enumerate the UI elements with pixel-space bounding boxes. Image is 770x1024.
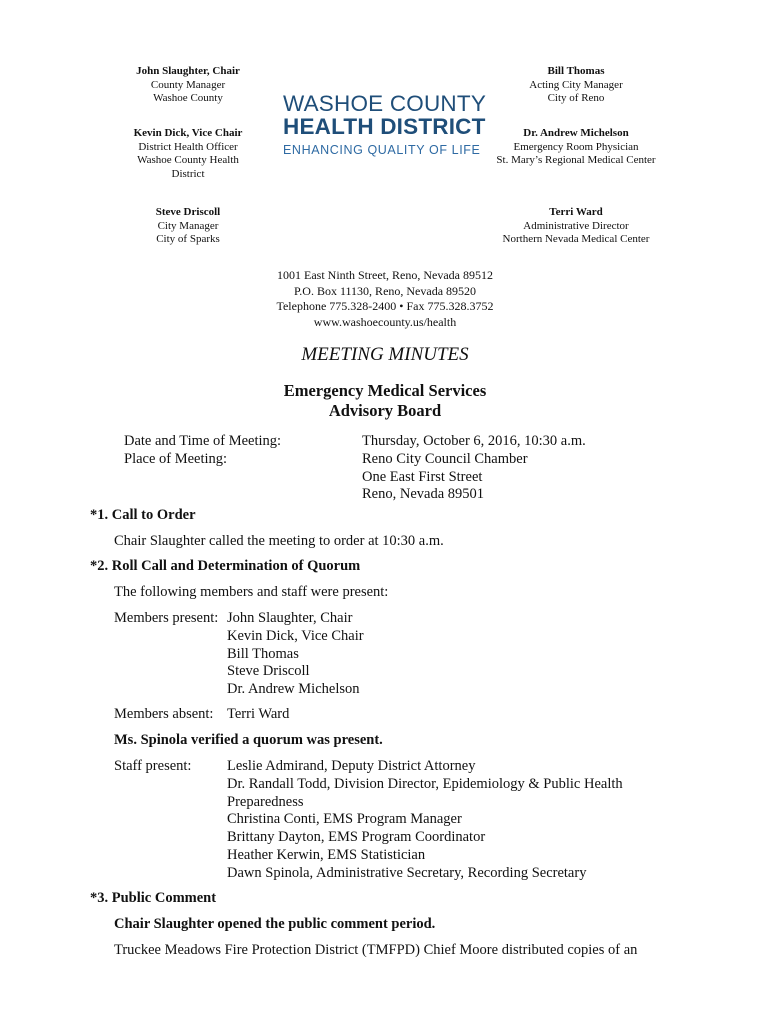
staff-member: Christina Conti, EMS Program Manager [227, 811, 462, 828]
board-member-thomas [466, 65, 686, 106]
health-district-logo [283, 91, 487, 157]
quorum-statement: Ms. Spinola verified a quorum was present. [114, 732, 383, 748]
board-member-dick [78, 127, 298, 181]
section-heading-public-comment: *3. Public Comment [90, 890, 217, 906]
place-line: Reno City Council Chamber [362, 450, 528, 467]
logo-tagline: ENHANCING QUALITY OF LIFE [283, 143, 481, 157]
member-name: Kevin Dick, Vice Chair [133, 127, 243, 139]
member-title: City Manager [157, 219, 219, 232]
member-org: Washoe County [153, 92, 223, 104]
member-present: Bill Thomas [227, 645, 299, 662]
member-name: Steve Driscoll [155, 206, 221, 218]
member-present: Kevin Dick, Vice Chair [227, 627, 364, 644]
logo-line-2: HEALTH DISTRICT [283, 114, 486, 139]
member-present: Dr. Andrew Michelson [227, 681, 360, 698]
staff-member: Heather Kerwin, EMS Statistician [227, 847, 426, 863]
member-title: Acting City Manager [529, 78, 623, 91]
place-line: Reno, Nevada 89501 [362, 486, 485, 503]
date-label: Date and Time of Meeting: [124, 433, 282, 449]
roll-call-intro: The following members and staff were present: [114, 584, 389, 600]
staff-member: Brittany Dayton, EMS Program Coordinator [227, 829, 486, 846]
member-name: Dr. Andrew Michelson [523, 127, 629, 139]
public-comment-text: Truckee Meadows Fire Protection District (TMFPD) Chief Moore distributed copies of an [114, 942, 638, 958]
member-org: City of Sparks [156, 233, 220, 245]
board-member-ward [466, 206, 686, 247]
member-org: Northern Nevada Medical Center [502, 233, 650, 245]
po-box: P.O. Box 11130, Reno, Nevada 89520 [293, 283, 477, 298]
website-link[interactable]: www.washoecounty.us/health [313, 314, 457, 329]
members-absent-label: Members absent: [114, 706, 214, 722]
board-member-michelson [466, 127, 686, 168]
member-present: Steve Driscoll [227, 663, 310, 680]
staff-member-continued: Preparedness [227, 793, 304, 810]
member-org: St. Mary’s Regional Medical Center [496, 154, 656, 166]
board-title-line-1: Emergency Medical Services [283, 381, 487, 400]
member-org: District [171, 167, 205, 180]
section-heading-roll-call: *2. Roll Call and Determination of Quorum [90, 558, 361, 574]
member-name: John Slaughter, Chair [136, 65, 240, 77]
staff-member: Dr. Randall Todd, Division Director, Epidemiology & Public Health [227, 775, 623, 792]
members-present-label: Members present: [114, 610, 219, 626]
public-comment-opened: Chair Slaughter opened the public comment period. [114, 916, 436, 932]
place-label: Place of Meeting: [124, 450, 228, 467]
member-title: Emergency Room Physician [513, 140, 639, 153]
call-to-order-text: Chair Slaughter called the meeting to order at 10:30 a.m. [114, 533, 444, 549]
member-name: Bill Thomas [547, 65, 605, 77]
board-member-slaughter [78, 65, 298, 106]
section-heading-call-to-order: *1. Call to Order [90, 507, 196, 523]
member-title: District Health Officer [138, 140, 238, 153]
staff-member: Dawn Spinola, Administrative Secretary, Recording Secretary [227, 864, 587, 881]
member-absent: Terri Ward [227, 706, 290, 722]
staff-present-label: Staff present: [114, 758, 192, 774]
place-line: One East First Street [362, 468, 483, 485]
board-member-driscoll [78, 206, 298, 247]
member-name: Terri Ward [549, 206, 603, 218]
page-title: MEETING MINUTES [301, 344, 469, 365]
member-title: Administrative Director [523, 219, 629, 232]
member-title: County Manager [150, 78, 226, 91]
member-org: City of Reno [547, 92, 605, 104]
member-org: Washoe County Health [137, 154, 239, 166]
member-present: John Slaughter, Chair [227, 610, 353, 626]
board-title [0, 381, 770, 421]
phone-fax: Telephone 775.328-2400 • Fax 775.328.3752 [276, 299, 494, 313]
logo-line-1: WASHOE COUNTY [283, 91, 487, 116]
staff-member: Leslie Admirand, Deputy District Attorney [227, 758, 476, 774]
date-value: Thursday, October 6, 2016, 10:30 a.m. [362, 433, 586, 449]
street-address: 1001 East Ninth Street, Reno, Nevada 89512 [277, 268, 493, 282]
address-block [0, 268, 770, 330]
board-title-line-2: Advisory Board [328, 401, 442, 420]
